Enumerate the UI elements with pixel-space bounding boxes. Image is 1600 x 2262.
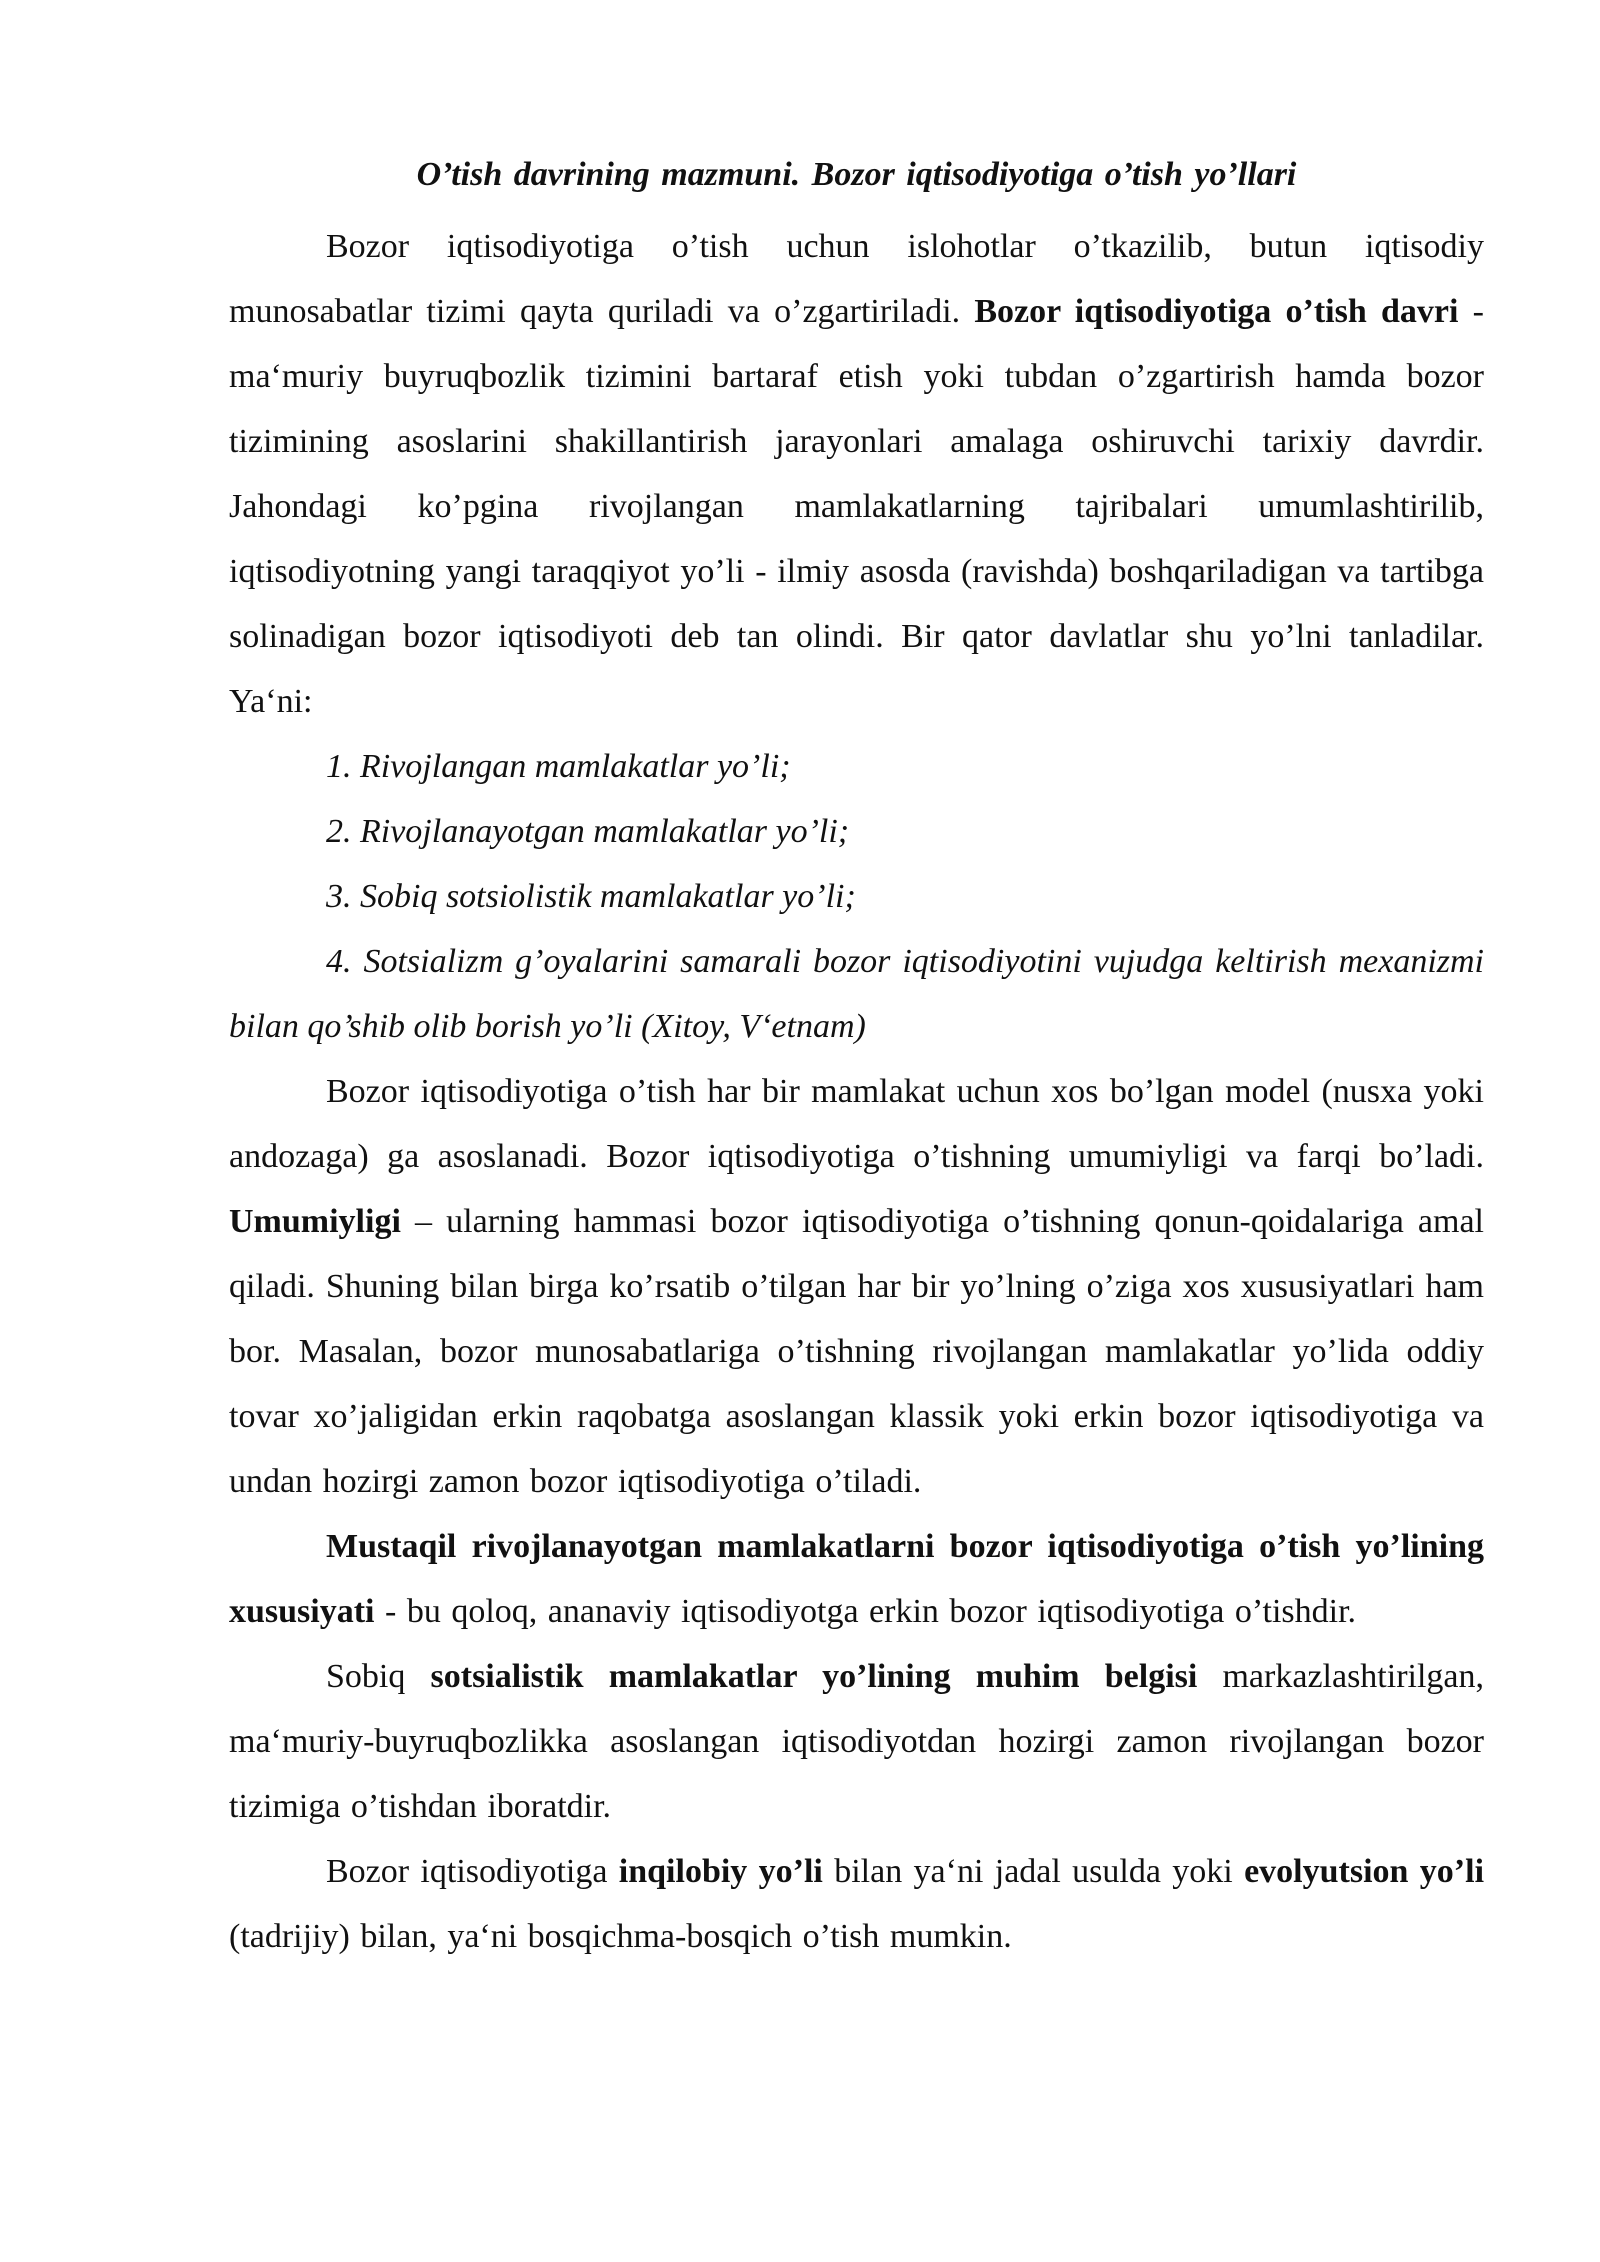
bold-term-transition-period: Bozor iqtisodiyotiga o’tish davri [974,293,1459,330]
paragraph-text: (tadrijiy) bilan, ya‘ni bosqichma-bosqich o’tish mumkin. [229,1918,1012,1955]
document-page [229,150,1484,1969]
paragraph-text: - ma‘muriy buyruqbozlik tizimini bartaraf etish yoki tubdan o’zgartirish hamda bozor tizimining asoslarini shakillantirish jarayonlari amalaga oshiruvchi tarixiy davrdir. Jahondagi ko’pgina rivojlangan mamlakatlarning tajribalari umumlashtirilib, iqtisodiyotning yangi taraqqiyot yo’li - ilmiy asosda (ravishda) boshqariladigan va tartibga solinadigan bozor iqtisodiyoti deb tan olindi. Bir qator davlatlar shu yo’lni tanladilar. Ya‘ni: [229,293,1484,720]
paragraph-text: bilan ya‘ni jadal usulda yoki [822,1853,1245,1890]
bold-term-evolutionary: evolyutsion yo’li [1244,1853,1485,1890]
list-item-4: 4. Sotsializm g’oyalarini samarali bozor iqtisodiyotini vujudga keltirish mexanizmi bilan qo’shib olib borish yo’li (Xitoy, V‘etnam) [229,943,1484,1045]
paragraph-text: Bozor iqtisodiyotiga o’tish uchun islohotlar o’tkazilib, butun iqtisodiy munosabatlar tizimi qayta quriladi va o’zgartiriladi. [229,228,1484,330]
paragraph-text: markazlashtirilgan, ma‘muriy-buyruqbozlikka asoslangan iqtisodiyotdan hozirgi zamon rivojlangan bozor tizimiga o’tishdan iboratdir. [229,1658,1484,1825]
list-item-2: 2. Rivojlanayotgan mamlakatlar yo’li; [326,813,850,850]
paragraph-developing [229,1514,1484,1644]
paragraph-text: - bu qoloq, ananaviy iqtisodiyotga erkin bozor iqtisodiyotiga o’tishdir. [374,1593,1357,1630]
paragraph-models [229,1059,1484,1514]
bold-term-commonality: Umumiyligi [229,1203,401,1240]
document-title: O’tish davrining mazmuni. Bozor iqtisodiyotiga o’tish yo’llari [416,156,1297,193]
list-item-3: 3. Sobiq sotsiolistik mamlakatlar yo’li; [326,878,856,915]
paragraph-socialist [229,1644,1484,1839]
paragraph-text: – ularning hammasi bozor iqtisodiyotiga o’tishning qonun-qoidalariga amal qiladi. Shuning bilan birga ko’rsatib o’tilgan har bir yo’lning o’ziga xos xususiyatlari ham bor. Masalan, bozor munosabatlariga o’tishning rivojlangan mamlakatlar yo’lida oddiy tovar xo’jaligidan erkin raqobatga asoslangan klassik yoki erkin bozor iqtisodiyotiga va undan hozirgi zamon bozor iqtisodiyotiga o’tiladi. [229,1203,1484,1500]
list-item-1: 1. Rivojlangan mamlakatlar yo’li; [326,748,791,785]
bold-term-developing-path: Mustaqil rivojlanayotgan mamlakatlarni bozor iqtisodiyotiga o’tish yo’lining xususiyati [229,1528,1484,1630]
bold-term-revolutionary: inqilobiy yo’li [618,1853,823,1890]
paragraph-text: Bozor iqtisodiyotiga [326,1853,619,1890]
paragraph-intro [229,214,1484,734]
paragraph-paths [229,1839,1484,1969]
bold-term-socialist-path: sotsialistik mamlakatlar yo’lining muhim belgisi [430,1658,1198,1695]
paragraph-text: Bozor iqtisodiyotiga o’tish har bir mamlakat uchun xos bo’lgan model (nusxa yoki andozaga) ga asoslanadi. Bozor iqtisodiyotiga o’tishning umumiyligi va farqi bo’ladi. [229,1073,1484,1175]
paragraph-text: Sobiq [326,1658,431,1695]
